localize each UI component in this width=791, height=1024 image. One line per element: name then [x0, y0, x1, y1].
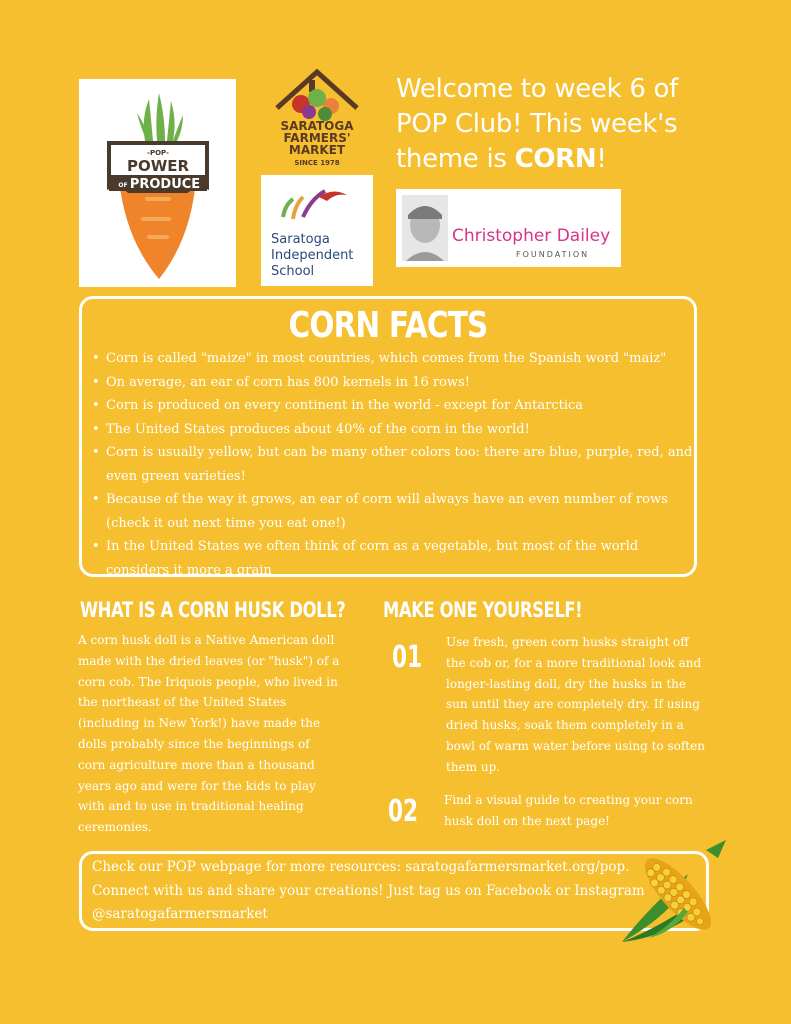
sfm-line2: FARMERS'	[283, 131, 351, 145]
sis-line1: Saratoga	[271, 232, 330, 247]
pop-logo-line1: POWER	[126, 157, 190, 175]
step-number: 01	[392, 640, 423, 675]
sfm-line1: SARATOGA	[280, 119, 354, 133]
corn-facts-title: CORN FACTS	[288, 305, 488, 346]
fact-item: • In the United States we often think of corn as a vegetable, but most of the world considers it more a grain	[86, 535, 696, 582]
pop-logo-line2: PRODUCE	[129, 177, 201, 192]
sfm-line3: MARKET	[288, 143, 346, 157]
sfm-line4: SINCE 1978	[294, 159, 340, 167]
corn-facts-list	[86, 347, 696, 582]
christopher-dailey-foundation-logo	[396, 189, 621, 267]
fact-item: • Corn is produced on every continent in the world - except for Antarctica	[86, 394, 696, 418]
saratoga-farmers-market-logo	[271, 68, 363, 172]
cdf-name: Christopher Dailey	[452, 226, 611, 246]
fact-item: • The United States produces about 40% of the corn in the world!	[86, 418, 696, 442]
pop-logo-small: -POP-	[147, 149, 169, 157]
step-text: Find a visual guide to creating your corn husk doll on the next page!	[444, 793, 693, 828]
resources-callout	[79, 851, 709, 931]
pop-logo-of: OF	[118, 182, 128, 189]
fact-item: • Corn is usually yellow, but can be many other colors too: there are blue, purple, red, and even green varieties!	[86, 441, 696, 488]
welcome-theme: CORN	[514, 144, 597, 174]
corn-cob-illustration	[618, 838, 730, 948]
saratoga-independent-school-logo	[261, 175, 373, 286]
corn-facts-box	[79, 296, 697, 577]
welcome-exclaim: !	[596, 144, 607, 174]
step-number: 02	[388, 794, 419, 829]
resources-text: Check our POP webpage for more resources: saratogafarmersmarket.org/pop. Connect with us and share your creations! Just tag us on Facebook or Instagram @saratogafarmersmarket	[92, 859, 645, 922]
make-one-title: MAKE ONE YOURSELF!	[383, 598, 583, 622]
fact-item: • Because of the way it grows, an ear of corn will always have an even number of rows (check it out next time you eat one!)	[86, 488, 696, 535]
power-of-produce-logo	[79, 79, 236, 287]
husk-doll-title: WHAT IS A CORN HUSK DOLL?	[80, 598, 346, 622]
cdf-sub: FOUNDATION	[516, 250, 590, 259]
welcome-heading	[396, 72, 726, 177]
fact-item: • Corn is called "maize" in most countries, which comes from the Spanish word "maiz"	[86, 347, 696, 371]
sis-line2: Independent	[271, 248, 354, 263]
sis-line3: School	[271, 264, 315, 279]
step-text: Use fresh, green corn husks straight off the cob or, for a more traditional look and longer-lasting doll, dry the husks in the sun until they are completely dry. If using dried husks, soak them completely in a bowl of warm water before using to soften them up.	[446, 635, 705, 774]
husk-doll-body: A corn husk doll is a Native American doll made with the dried leaves (or "husk") of a corn cob. The Iriquois people, who lived in the northeast of the United States (including in New York!) have made the dolls probably since the beginnings of corn agriculture more than a thousand years ago and were for the kids to play with and to use in traditional healing ceremonies.	[78, 633, 340, 835]
fact-item: • On average, an ear of corn has 800 kernels in 16 rows!	[86, 371, 696, 395]
welcome-text: Welcome to week 6 of POP Club! This week's theme is	[396, 74, 679, 174]
